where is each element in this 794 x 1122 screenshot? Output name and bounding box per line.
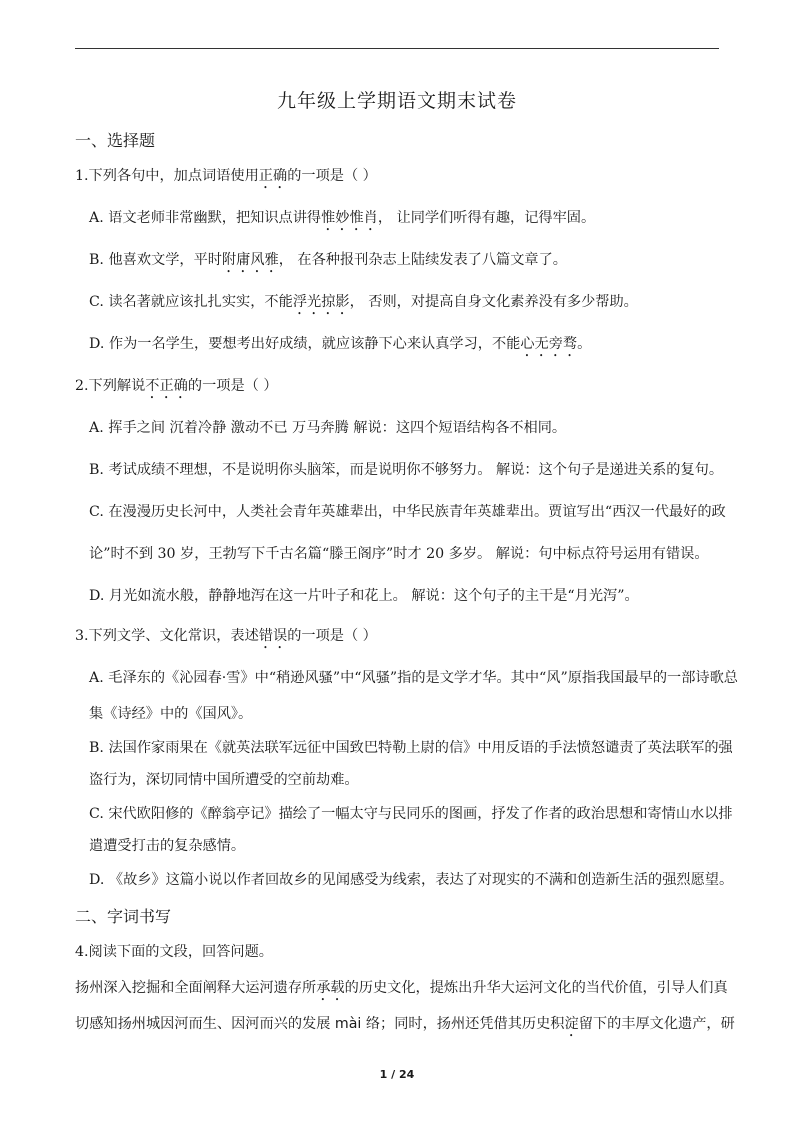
question-3-option-c-line-2: 遣遭受打击的复杂感情。 (89, 838, 246, 854)
pinyin-text: mài (334, 1016, 362, 1032)
section-heading-writing: 二、字词书写 (75, 907, 172, 926)
question-4-stem: 4.阅读下面的文段，回答问题。 (75, 944, 273, 960)
section-heading-choice: 一、选择题 (75, 131, 156, 150)
emphasized-word: 淀 (564, 1016, 579, 1032)
passage-line-1: 扬州深入挖掘和全面阐释大运河遗存所承载的历史文化，提炼出升华大运河文化的当代价值，引导人们真 (75, 980, 728, 996)
passage-line-2: 切感知扬州城因河而生、因河而兴的发展 mài 络；同时，扬州还凭借其历史积淀留下的丰厚文化遗产，研 (75, 1016, 735, 1032)
emphasized-word: 惟妙惟肖 (321, 210, 378, 226)
question-2-option-c-line-2: 论”时不到 30 岁，王勃写下千古名篇“滕王阁序”时才 20 多岁。 解说：句中标点符号运用有错误。 (89, 546, 709, 562)
question-3-option-a-line-2: 集《诗经》中的《国风》。 (89, 706, 253, 722)
question-3-option-d: D. 《故乡》这篇小说以作者回故乡的见闻感受为线索，表达了对现实的不满和创造新生活的强烈愿望。 (89, 872, 734, 888)
question-3-option-b-line-2: 盗行为，深切同情中国所遭受的空前劫难。 (89, 772, 359, 788)
emphasized-word: 错误 (258, 628, 288, 644)
question-3-option-a-line-1: A. 毛泽东的《沁园春·雪》中“稍逊风骚”中“风骚”指的是文学才华。其中“风”原指我国最早的一部诗歌总 (89, 670, 738, 686)
question-2-stem: 2.下列解说不正确的一项是（ ） (75, 378, 278, 394)
emphasized-word: 不正确 (145, 378, 188, 394)
question-1-option-d: D. 作为一名学生，要想考出好成绩，就应该静下心来认真学习，不能心无旁骛。 (89, 336, 592, 352)
emphasized-word: 浮光掠影 (292, 294, 350, 310)
question-2-option-a: A. 挥手之间 沉着冷静 激动不已 万马奔腾 解说：这四个短语结构各不相同。 (89, 420, 567, 436)
question-1-option-a: A. 语文老师非常幽默，把知识点讲得惟妙惟肖， 让同学们听得有趣，记得牢固。 (89, 210, 596, 226)
page-number: 1 / 24 (379, 1068, 415, 1081)
question-3-option-c-line-1: C. 宋代欧阳修的《醉翁亭记》描绘了一幅太守与民同乐的图画，抒发了作者的政治思想和寄情山水以排 (89, 806, 733, 822)
question-1-option-c: C. 读名著就应该扎扎实实，不能浮光掠影， 否则，对提高自身文化素养没有多少帮助。 (89, 294, 638, 310)
emphasized-word: 附庸风雅 (221, 252, 279, 268)
emphasized-word: 心无旁骛 (520, 336, 578, 352)
question-3-stem: 3.下列文学、文化常识，表述错误的一项是（ ） (75, 628, 377, 644)
question-3-option-b-line-1: B. 法国作家雨果在《就英法联军远征中国致巴特勒上尉的信》中用反语的手法愤怒谴责了英法联军的强 (89, 740, 733, 756)
header-rule (75, 48, 719, 49)
question-2-option-c-line-1: C. 在漫漫历史长河中，人类社会青年英雄辈出，中华民族青年英雄辈出。贾谊写出“西汉一代最好的政 (89, 504, 726, 520)
emphasized-word: 正确 (258, 168, 288, 184)
question-2-option-d: D. 月光如流水般，静静地泻在这一片叶子和花上。 解说：这个句子的主干是“月光泻”。 (89, 588, 639, 604)
question-1-stem: 1.下列各句中，加点词语使用正确的一项是（ ） (75, 168, 377, 184)
page-title: 九年级上学期语文期末试卷 (276, 90, 517, 112)
emphasized-word: 承载 (316, 980, 345, 996)
question-2-option-b: B. 考试成绩不理想，不是说明你头脑笨，而是说明你不够努力。 解说：这个句子是递进关系的复句。 (89, 462, 724, 478)
question-1-option-b: B. 他喜欢文学，平时附庸风雅， 在各种报刊杂志上陆续发表了八篇文章了。 (89, 252, 567, 268)
